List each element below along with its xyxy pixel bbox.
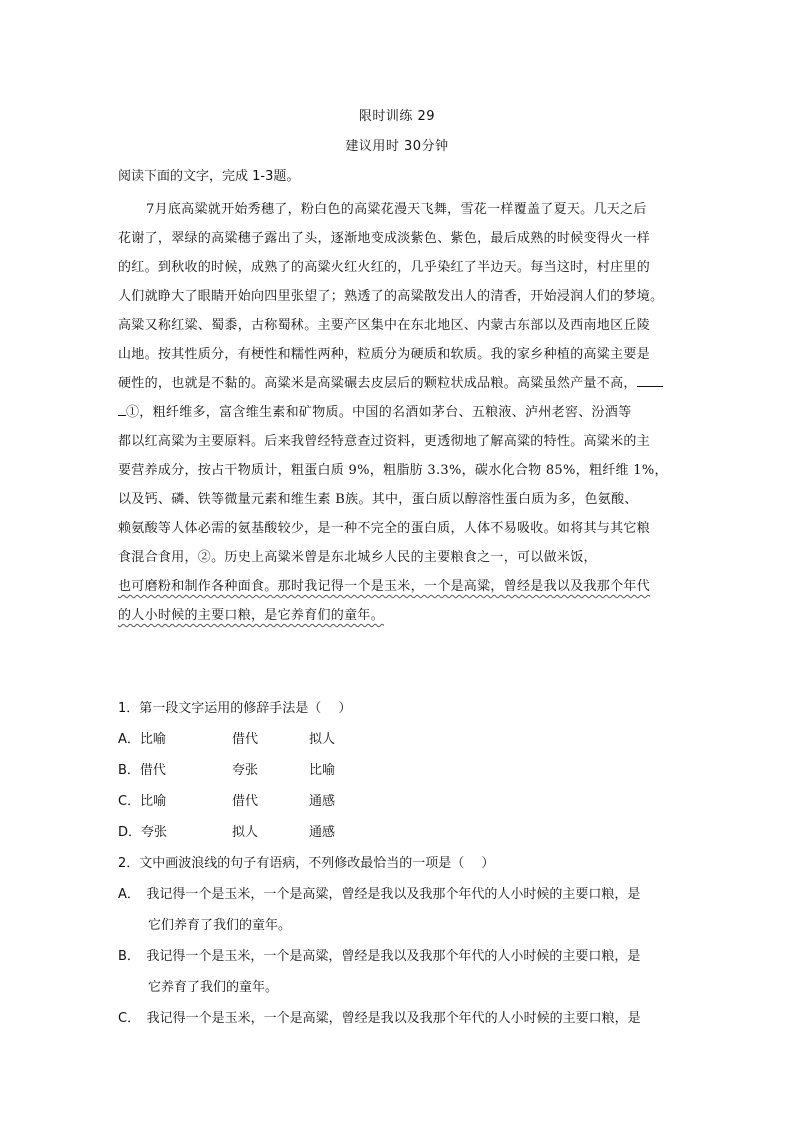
passage-line: 高粱又称红粱、蜀黍，古称蜀秫。主要产区集中在东北地区、内蒙古东部以及西南地区丘陵 bbox=[118, 318, 651, 333]
option-text-continued: 它们养育了我们的童年。 bbox=[148, 918, 292, 933]
passage-line: 以及钙、磷、铁等微量元素和维生素 B族。其中，蛋白质以醇溶性蛋白质为多，色氨酸、 bbox=[118, 492, 638, 507]
question-2-stem: 2．文中画波浪线的句子有语病，不列修改最恰当的一项是（ ） bbox=[118, 856, 495, 871]
wavy-underlined-text: 的人小时候的主要口粮，是它养育们的童年。 bbox=[118, 608, 385, 623]
q1-option-a[interactable] bbox=[118, 728, 336, 747]
passage-line-wavy bbox=[118, 575, 678, 594]
option-term: 夸张 bbox=[232, 763, 259, 778]
passage-line bbox=[118, 401, 678, 420]
option-letter: A．比喻 bbox=[118, 732, 166, 747]
option-letter: B．借代 bbox=[118, 763, 166, 778]
passage-line bbox=[118, 546, 678, 565]
page-subtitle: 建议用时 30分钟 bbox=[345, 139, 449, 154]
option-term: 比喻 bbox=[309, 763, 336, 778]
option-letter: D．夸张 bbox=[118, 825, 168, 840]
option-text: C． 我记得一个是玉米，一个是高粱，曾经是我以及我那个年代的人小时候的主要口粮，是 bbox=[118, 1011, 641, 1026]
q2-option-a[interactable] bbox=[118, 883, 680, 933]
passage-line: 要营养成分，按占干物质计，粗蛋白质 9%，粗脂肪 3.3%，碳水化合物 85%，粗纤维 1%， bbox=[118, 463, 668, 478]
wavy-underlined-text: 也可磨粉和制作各种面食。那时我记得一个是玉米，一个是高粱，曾经是我以及我那个年代 bbox=[118, 579, 651, 594]
q2-option-b[interactable] bbox=[118, 945, 680, 995]
option-letter: C．比喻 bbox=[118, 794, 167, 809]
blank-line bbox=[118, 401, 126, 416]
passage-line: 赖氨酸等人体必需的氨基酸较少，是一种不完全的蛋白质，人体不易吸收。如将其与其它粮 bbox=[118, 521, 651, 536]
q1-option-b[interactable] bbox=[118, 759, 336, 778]
passage-line: 山地。按其性质分，有梗性和糯性两种，粒质分为硬质和软质。我的家乡种植的高粱主要是 bbox=[118, 347, 651, 362]
passage-line-text: 硬性的，也就是不黏的。高粱米是高粱碾去皮层后的颗粒状成品粮。高粱虽然产量不高， bbox=[118, 376, 637, 391]
q1-option-d[interactable] bbox=[118, 821, 336, 840]
page-title: 限时训练 29 bbox=[358, 109, 436, 124]
passage-line-text: 食混合食用，②。历史上高粱米曾是东北城乡人民的主要粮食之一，可以做米饭， bbox=[118, 550, 597, 565]
q1-option-c[interactable] bbox=[118, 790, 336, 809]
option-term: 拟人 bbox=[232, 825, 259, 840]
passage-line: 都以红高粱为主要原料。后来我曾经特意查过资料，更透彻地了解高粱的特性。高粱米的主 bbox=[118, 434, 651, 449]
option-term: 拟人 bbox=[309, 732, 336, 747]
passage-line: 的红。到秋收的时候，成熟了的高粱火红火红的，几乎染红了半边天。每当这时，村庄里的 bbox=[118, 260, 651, 275]
blank-line bbox=[637, 372, 663, 387]
passage-line bbox=[118, 372, 678, 391]
passage-line: 7月底高粱就开始秀穗了，粉白色的高粱花漫天飞舞，雪花一样覆盖了夏天。几天之后 bbox=[146, 202, 647, 217]
option-text: B． 我记得一个是玉米，一个是高粱，曾经是我以及我那个年代的人小时候的主要口粮，是 bbox=[118, 949, 641, 964]
passage-line-text: ①，粗纤维多，富含维生素和矿物质。中国的名酒如茅台、五粮液、泸州老窖、汾酒等 bbox=[126, 405, 632, 420]
option-term: 通感 bbox=[309, 794, 336, 809]
q2-option-c[interactable] bbox=[118, 1007, 680, 1026]
reading-instruction: 阅读下面的文字，完成 1-3题。 bbox=[118, 169, 300, 184]
option-term: 借代 bbox=[232, 732, 259, 747]
question-1-stem: 1．第一段文字运用的修辞手法是（ ） bbox=[118, 701, 352, 716]
option-term: 借代 bbox=[232, 794, 259, 809]
option-term: 通感 bbox=[309, 825, 336, 840]
passage-line-wavy bbox=[118, 604, 678, 623]
option-text-continued: 它养育了我们的童年。 bbox=[148, 980, 279, 995]
passage-line: 人们就睁大了眼睛开始向四里张望了；熟透了的高粱散发出人的清香，开始浸润人们的梦境。 bbox=[118, 289, 664, 304]
option-text: A． 我记得一个是玉米，一个是高粱，曾经是我以及我那个年代的人小时候的主要口粮，是 bbox=[118, 887, 641, 902]
passage-line: 花谢了，翠绿的高粱穗子露出了头，逐渐地变成淡紫色、紫色，最后成熟的时候变得火一样 bbox=[118, 231, 651, 246]
